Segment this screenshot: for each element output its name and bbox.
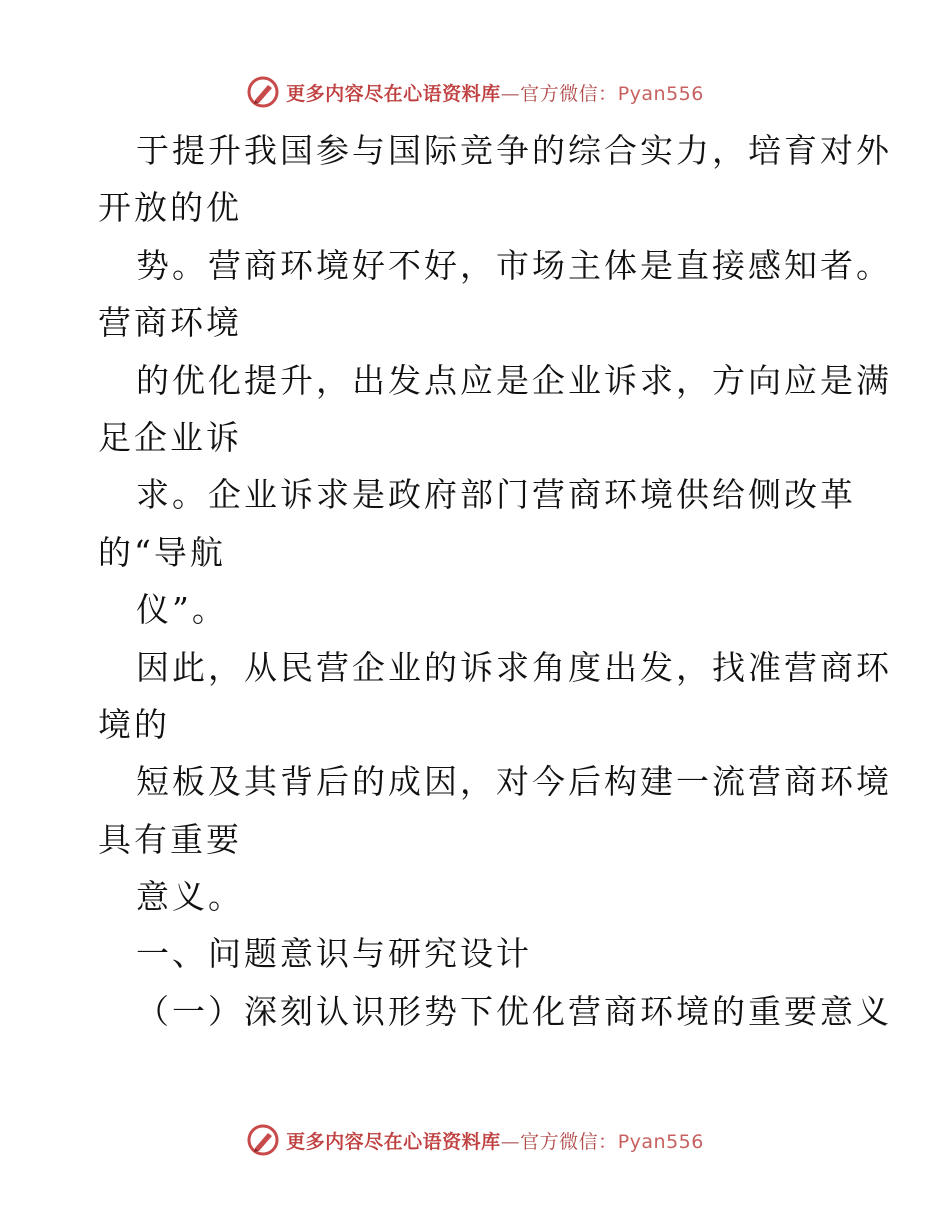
text-line: 势。营商环境好不好，市场主体是直接感知者。 bbox=[136, 245, 892, 285]
watermark-wechat-id: Pyan556 bbox=[617, 82, 704, 105]
text-line: 具有重要 bbox=[98, 819, 242, 859]
watermark-brand: 更多内容尽在心语资料库 bbox=[286, 82, 501, 105]
footer-watermark bbox=[0, 1120, 950, 1160]
text-line: 仪”。 bbox=[136, 590, 228, 630]
watermark-dash: — bbox=[500, 82, 521, 105]
text-line: 因此，从民营企业的诉求角度出发，找准营商环 bbox=[136, 647, 892, 687]
section-heading: 一、问题意识与研究设计 bbox=[136, 934, 532, 974]
text-line: 营商环境 bbox=[98, 303, 242, 343]
pen-logo-icon bbox=[246, 1123, 280, 1157]
watermark-text bbox=[286, 1127, 704, 1154]
pen-logo-icon bbox=[246, 75, 280, 109]
text-line: 的“导航 bbox=[98, 532, 226, 572]
text-line: 意义。 bbox=[136, 877, 244, 917]
watermark-label: 官方微信： bbox=[520, 1130, 618, 1153]
text-line: 的优化提升，出发点应是企业诉求，方向应是满 bbox=[136, 360, 892, 400]
watermark-wechat-id: Pyan556 bbox=[617, 1130, 704, 1153]
watermark-brand: 更多内容尽在心语资料库 bbox=[286, 1130, 501, 1153]
watermark-dash: — bbox=[500, 1130, 521, 1153]
subsection-heading: （一）深刻认识形势下优化营商环境的重要意义 bbox=[136, 991, 892, 1031]
text-line: 足企业诉 bbox=[98, 417, 242, 457]
text-line: 短板及其背后的成因，对今后构建一流营商环境 bbox=[136, 762, 892, 802]
header-watermark bbox=[0, 72, 950, 112]
text-line: 求。企业诉求是政府部门营商环境供给侧改革 bbox=[136, 475, 856, 515]
text-line: 境的 bbox=[98, 704, 170, 744]
watermark-text bbox=[286, 79, 704, 106]
text-line: 开放的优 bbox=[98, 188, 242, 228]
document-body bbox=[98, 122, 892, 1040]
text-line: 于提升我国参与国际竞争的综合实力，培育对外 bbox=[136, 131, 892, 170]
watermark-label: 官方微信： bbox=[520, 82, 618, 105]
